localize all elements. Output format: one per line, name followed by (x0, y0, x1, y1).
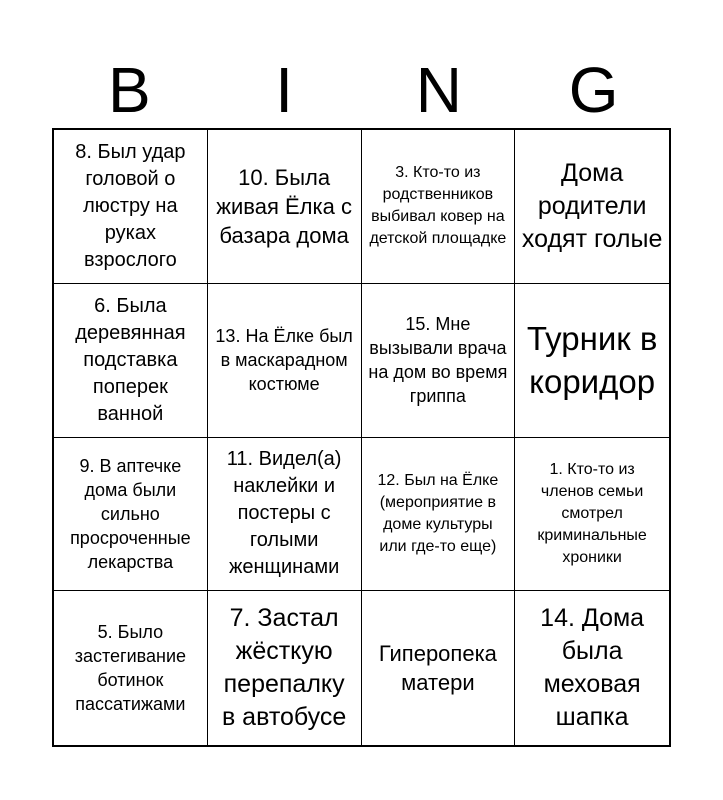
bingo-cell-text: 1. Кто-то из членов семьи смотрел криминальные хроники (537, 460, 647, 566)
bingo-cell-r4-c3[interactable] (362, 591, 516, 745)
bingo-grid (52, 128, 671, 747)
bingo-cell-r3-c3[interactable] (362, 438, 516, 592)
bingo-cell-r3-c4[interactable] (515, 438, 669, 592)
bingo-cell-text: 13. На Ёлке был в маскарадном костюме (215, 326, 353, 395)
bingo-cell-text: 6. Была деревянная подставка поперек ванной (75, 294, 186, 425)
bingo-header (52, 52, 671, 128)
header-letter-i: I (275, 54, 294, 126)
bingo-cell-text: 10. Была живая Ёлка с базара дома (216, 164, 352, 248)
bingo-cell-text: Дома родители ходят голые (521, 158, 663, 253)
bingo-cell-text: Гиперопека матери (378, 641, 497, 696)
bingo-cell-r1-c2[interactable] (208, 130, 362, 284)
bingo-cell-text: 12. Был на Ёлке (мероприятие в доме культуры или где-то еще) (377, 471, 499, 555)
bingo-cell-r2-c2[interactable] (208, 284, 362, 438)
bingo-cell-r1-c4[interactable] (515, 130, 669, 284)
bingo-cell-text: 14. Дома была меховая шапка (540, 604, 645, 732)
bingo-cell-r1-c3[interactable] (362, 130, 516, 284)
bingo-cell-r2-c4[interactable] (515, 284, 669, 438)
bingo-cell-text: 9. В аптечке дома были сильно просроченные лекарства (70, 455, 191, 572)
bingo-cell-r2-c1[interactable] (54, 284, 208, 438)
header-letter-n: N (415, 54, 462, 126)
bingo-cell-text: 15. Мне вызывали врача на дом во время гриппа (368, 314, 508, 407)
header-letter-g: G (568, 54, 619, 126)
bingo-cell-r4-c4[interactable] (515, 591, 669, 745)
bingo-cell-r3-c1[interactable] (54, 438, 208, 592)
bingo-cell-r4-c1[interactable] (54, 591, 208, 745)
bingo-cell-text: 5. Было застегивание ботинок пассатижами (74, 622, 187, 715)
bingo-cell-text: 11. Видел(а) наклейки и постеры с голыми женщинами (226, 448, 342, 579)
bingo-cell-r4-c2[interactable] (208, 591, 362, 745)
bingo-cell-r3-c2[interactable] (208, 438, 362, 592)
bingo-cell-text: 7. Застал жёсткую перепалку в автобусе (221, 604, 347, 732)
bingo-cell-r1-c1[interactable] (54, 130, 208, 284)
header-letter-b: B (108, 54, 151, 126)
bingo-cell-r2-c3[interactable] (362, 284, 516, 438)
bingo-cell-text: 3. Кто-то из родственников выбивал ковер на детской площадке (369, 164, 507, 248)
bingo-cell-text: 8. Был удар головой о люстру на руках взрослого (75, 140, 186, 271)
bingo-cell-text: Турник в коридор (526, 320, 658, 401)
